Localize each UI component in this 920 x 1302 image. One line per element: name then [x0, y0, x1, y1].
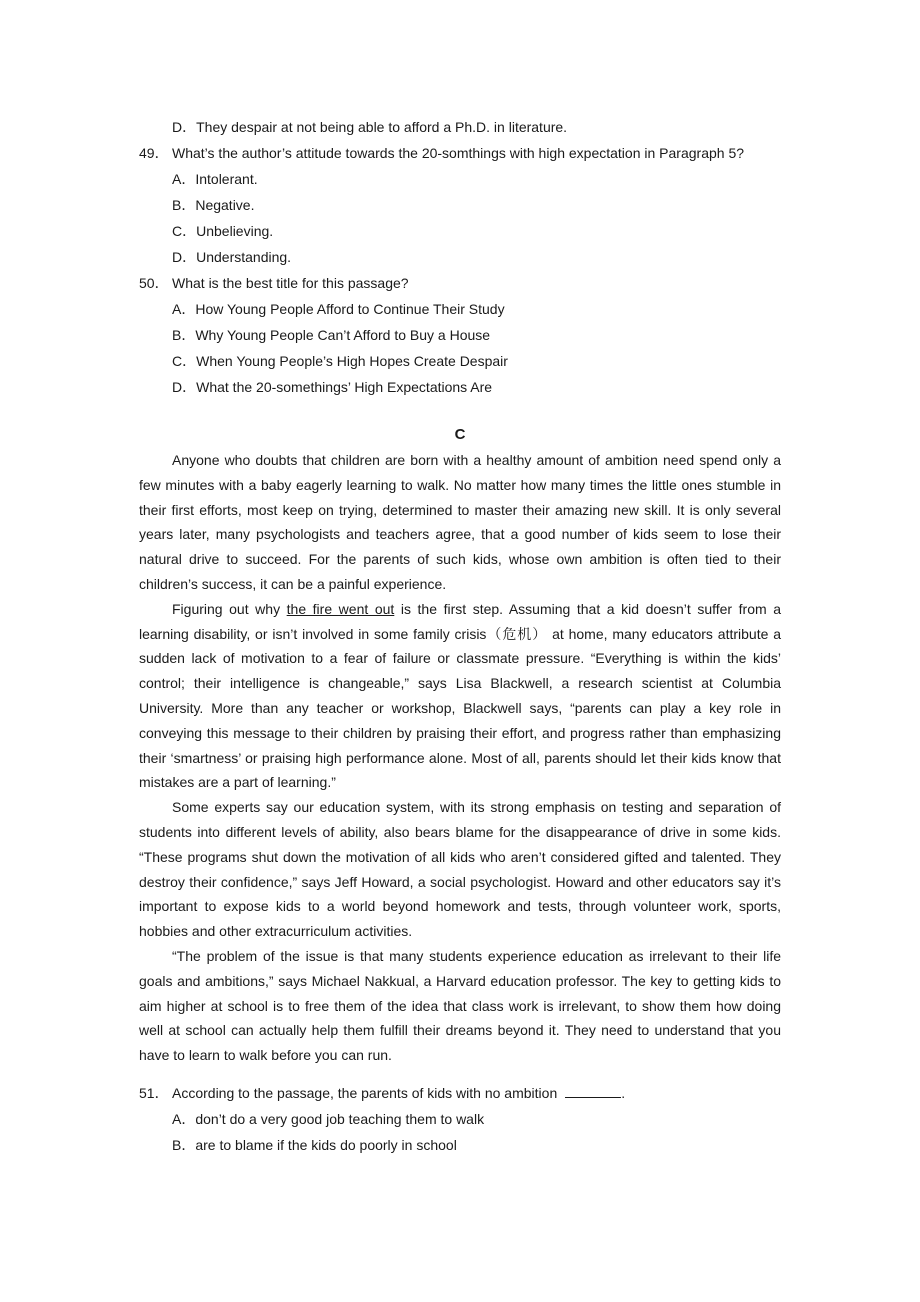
question-text: What’s the author’s attitude towards the 20-somthings with high expectation in Paragraph 5? — [172, 145, 745, 161]
q49-option-c: C．Unbelieving. — [172, 223, 274, 239]
question-number: 50． — [139, 275, 169, 291]
underlined-phrase: the fire went out — [286, 600, 395, 617]
question-text-wrap — [172, 1080, 781, 1106]
question-number: 51． — [139, 1084, 169, 1101]
answer-blank — [565, 1083, 621, 1098]
question-text: According to the passage, the parents of kids with no ambition — [172, 1084, 558, 1101]
page-content — [139, 114, 781, 1158]
q50-option-a: A．How Young People Afford to Continue Their Study — [172, 301, 505, 317]
q51-option-b: B．are to blame if the kids do poorly in school — [172, 1136, 457, 1153]
paragraph-text: is the first step. Assuming that a kid doesn’t suffer from a learning disability, or isn’t involved in some family crisis（危机） at home, many educators attribute a sudden lack of motivation to a fear of failure or classmate pressure. “Everything is within the kids’ control; their intelligence is changeable,” says Lisa Blackwell, a research scientist at Columbia University. More than any teacher or workshop, Blackwell says, “parents can play a key role in conveying this message to their children by praising their effort, and progress rather than emphasizing their ‘smartness’ or praising high performance alone. Most of all, parents should let their kids know that mistakes are a part of learning.” — [139, 600, 781, 791]
question-51 — [139, 1080, 781, 1106]
question-49 — [139, 140, 781, 166]
passage-paragraph-2 — [139, 597, 781, 795]
q49-option-b: B．Negative. — [172, 197, 255, 213]
q50-option-d: D．What the 20-somethings’ High Expectations Are — [172, 379, 493, 395]
spacer — [139, 1068, 781, 1080]
q49-option-d: D．Understanding. — [172, 249, 292, 265]
section-title: C — [454, 426, 466, 443]
q51-option-a: A．don’t do a very good job teaching them to walk — [172, 1110, 485, 1127]
question-text: What is the best title for this passage? — [172, 275, 409, 291]
paragraph-text: Figuring out why — [172, 600, 287, 617]
passage-paragraph-3: Some experts say our education system, with its strong emphasis on testing and separation of students into different levels of ability, also bears blame for the disappearance of drive in some kids. “These programs shut down the motivation of all kids who aren’t considered gifted and talented. They destroy their confidence,” says Jeff Howard, a social psychologist. Howard and other educators say it’s important to expose kids to a world beyond homework and tests, through volunteer work, sports, hobbies and other extracurriculum activities. — [139, 799, 781, 940]
passage-paragraph-1: Anyone who doubts that children are born with a healthy amount of ambition need spend only a few minutes with a baby eagerly learning to walk. No matter how many times the little ones stumble in their first efforts, most keep on trying, determined to master their amazing new skill. It is only several years later, many psychologists and teachers agree, that a good number of kids seem to lose their natural drive to succeed. For the parents of such kids, whose own ambition is often tied to their children’s success, it can be a painful experience. — [139, 452, 781, 592]
question-number: 49． — [139, 145, 169, 161]
q48-option-d: D．They despair at not being able to afford a Ph.D. in literature. — [172, 119, 568, 135]
passage-paragraph-4: “The problem of the issue is that many students experience education as irrelevant to their life goals and ambitions,” says Michael Nakkual, a Harvard education professor. The key to getting kids to aim higher at school is to free them of the idea that class work is irrelevant, to show them how doing well at school can actually help them fulfill their dreams beyond it. They need to understand that you have to learn to walk before you can run. — [139, 947, 781, 1064]
question-50 — [139, 270, 781, 296]
q50-option-c: C．When Young People’s High Hopes Create Despair — [172, 353, 508, 369]
question-end: . — [621, 1084, 626, 1101]
q50-option-b: B．Why Young People Can’t Afford to Buy a House — [172, 327, 491, 343]
q49-option-a: A．Intolerant. — [172, 171, 258, 187]
